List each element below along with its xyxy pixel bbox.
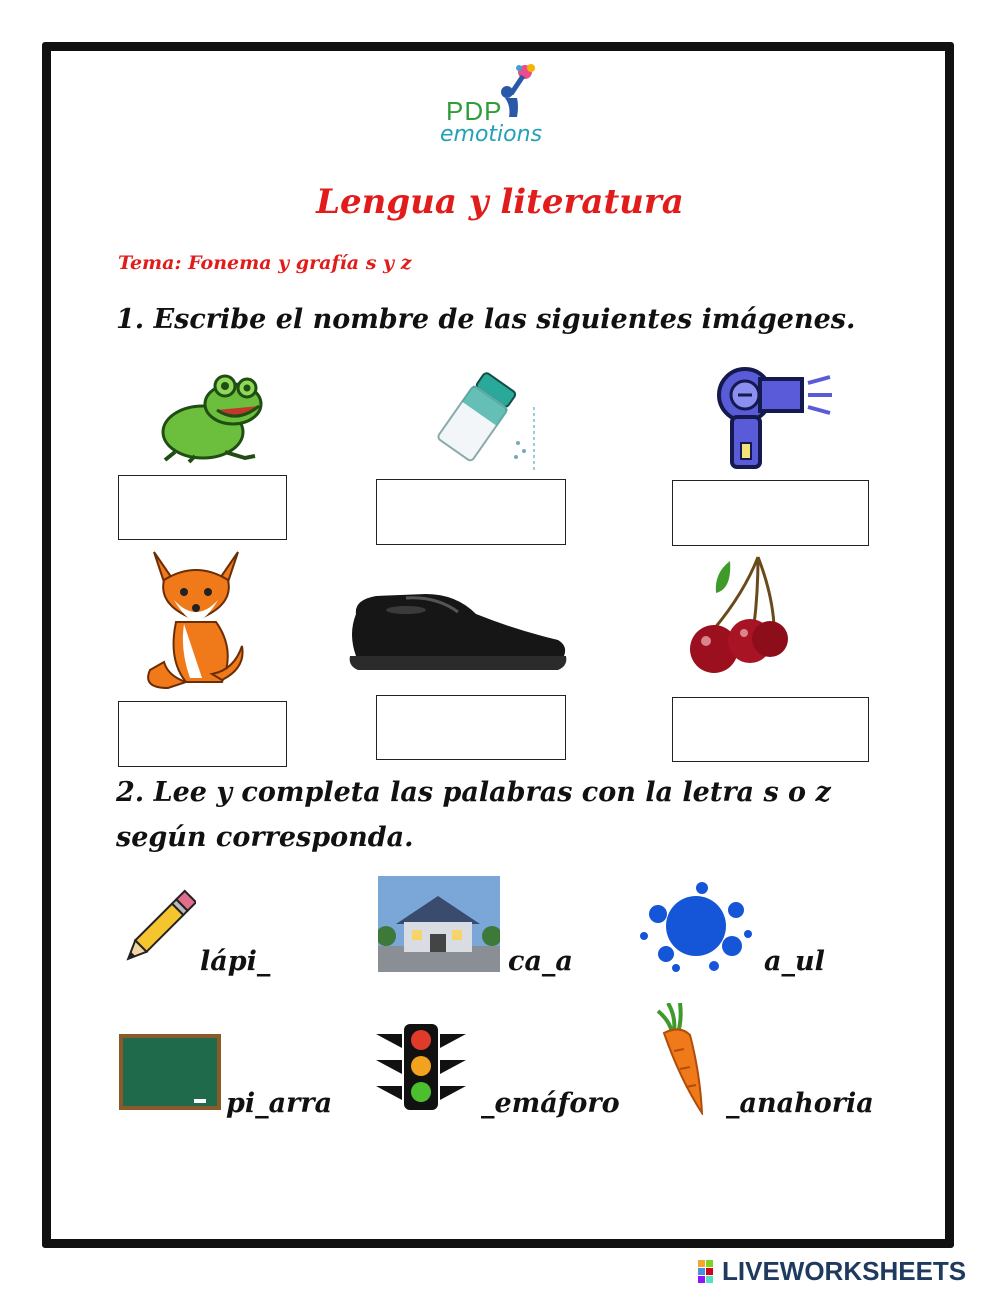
pdp-logo xyxy=(440,62,570,154)
pencil-icon xyxy=(124,888,196,966)
answer-box-salt[interactable] xyxy=(376,479,566,545)
frog-icon xyxy=(155,372,265,464)
word-lapiz[interactable]: lápi_ xyxy=(200,946,271,977)
exercise2-prompt-line2: según corresponda. xyxy=(116,822,414,853)
word-semaforo[interactable]: _emáforo xyxy=(481,1088,620,1119)
house-icon xyxy=(378,876,500,972)
shoe-icon xyxy=(346,584,570,680)
child-figure-icon xyxy=(495,62,545,117)
blue-splash-icon xyxy=(636,880,758,974)
word-zanahoria[interactable]: _anahoria xyxy=(726,1088,874,1119)
logo-pdp-text: PDP xyxy=(446,96,503,126)
answer-box-shoe[interactable] xyxy=(376,695,566,760)
topic-label: Tema: Fonema y grafía s y z xyxy=(118,252,412,274)
word-casa[interactable]: ca_a xyxy=(508,946,573,977)
word-pizarra[interactable]: pi_arra xyxy=(226,1088,333,1119)
answer-box-cherries[interactable] xyxy=(672,697,869,762)
hair-dryer-icon xyxy=(710,365,835,471)
page-title: Lengua y literatura xyxy=(316,182,684,222)
chalkboard-icon xyxy=(118,1033,222,1111)
liveworksheets-logo-icon xyxy=(698,1260,722,1284)
answer-box-fox[interactable] xyxy=(118,701,287,767)
answer-box-frog[interactable] xyxy=(118,475,287,540)
answer-box-dryer[interactable] xyxy=(672,480,869,546)
traffic-light-icon xyxy=(372,1022,470,1114)
fox-icon xyxy=(146,550,246,692)
salt-shaker-icon xyxy=(422,367,542,471)
word-azul[interactable]: a_ul xyxy=(764,946,825,977)
carrot-icon xyxy=(650,1003,714,1115)
exercise2-prompt-line1: 2. Lee y completa las palabras con la letra s o z xyxy=(116,777,831,808)
watermark-text: LIVEWORKSHEETS xyxy=(722,1256,967,1286)
cherries-icon xyxy=(688,553,790,677)
liveworksheets-watermark xyxy=(698,1256,998,1288)
logo-emotions-text: emotions xyxy=(440,122,543,147)
exercise1-prompt: 1. Escribe el nombre de las siguientes imágenes. xyxy=(116,304,856,335)
